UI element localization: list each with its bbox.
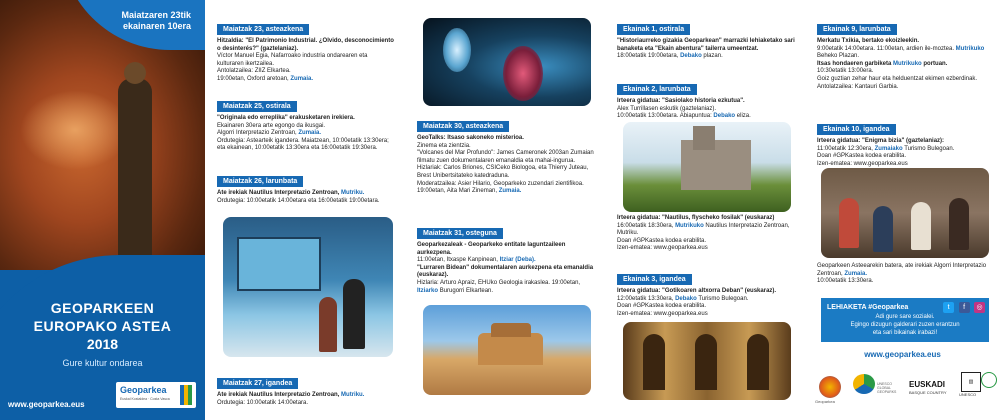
- event-text: Hitzaldia: "El Patrimonio Industrial. ¿Olvido, desconocimiento o desinterés?" (gaztelaniaz). Víctor Manuel Egia, Nafarroako industria ondarearen eta kulturaren ikertzailea. Antolatzailea: ZIIZ Elkartea. 19:00etan, Oxford aretoan, Zumaia.: [217, 38, 394, 82]
- church-photo: [623, 122, 791, 212]
- event-block-may26: [217, 170, 395, 211]
- twitter-icon[interactable]: t: [943, 302, 954, 313]
- photo-visitor: [319, 297, 337, 352]
- event-text: Geoparkeen Asteearekin batera, ate irekiak Algorri Interpretazio Zentroan, Zumaia. 10:00etatik 13:30era.: [817, 263, 987, 285]
- cover-subtitle: Gure kultur ondarea: [62, 358, 143, 368]
- cloister-photo: [623, 322, 791, 400]
- logo1-label: Geoparkea: [815, 399, 835, 404]
- event-block-jun9: [817, 18, 990, 97]
- date-header: Ekainak 1, ostirala: [617, 24, 690, 35]
- facebook-icon[interactable]: f: [959, 302, 970, 313]
- cover-figure-head: [124, 62, 146, 84]
- place-name: Mutriku.: [341, 392, 365, 398]
- event-block-may25: [217, 95, 395, 159]
- date-header: Ekainak 10, igandea: [817, 124, 896, 135]
- cover-title-line1: GEOPARKEEN: [50, 300, 155, 316]
- logo2-label: UNESCO GLOBAL GEOPARKS: [877, 382, 897, 394]
- group-photo: [821, 168, 989, 258]
- cover-url[interactable]: www.geoparkea.eus: [8, 400, 85, 409]
- date-header: Maiatzak 27, igandea: [217, 378, 298, 389]
- contest-line1: Adi gure sare sozialei.: [875, 314, 935, 320]
- photo-visitor: [343, 279, 365, 349]
- contest-line3: eta sari bikainak irabazi!: [872, 330, 938, 336]
- event-text: Merkatu Txikia, bertako ekoizleekin. 9:00etatik 14:00etara. 11:00etan, ardien ile-moztea. Mutrikuko Beheko Plazan. Itsas hondaeren garbiketa Mutrikuko portuan. 10:30etatik 13:00era. Goiz guztian zehar haur eta helduentzat ekimen ezberdinak. Antolatzailea: Kantauri Garbia.: [817, 38, 985, 90]
- date-header: Maiatzak 30, asteazkena: [417, 121, 509, 132]
- logo-name: Geoparkea: [120, 385, 167, 395]
- program-column-5: [805, 0, 1000, 420]
- event-block-may31: [417, 222, 595, 301]
- cover-panel: [0, 0, 205, 420]
- footer-url[interactable]: www.geoparkea.eus: [864, 350, 941, 359]
- deep-sea-photo: [423, 18, 591, 106]
- place-name: Debako: [675, 295, 697, 302]
- unesco-logo: ▥: [961, 372, 981, 392]
- date-header: Maiatzak 26, larunbata: [217, 176, 303, 187]
- date-header: Maiatzak 31, osteguna: [417, 228, 503, 239]
- place-name: Zumaia.: [290, 75, 314, 82]
- cover-figure: [118, 78, 152, 258]
- contest-line2: Egingo dizugun galderari zuzen erantzun: [850, 322, 960, 328]
- event-text: Ate irekiak Nautilus Interpretazio Zentroan, Mutriku. Ordutegia: 10:00etatik 14:00etara.: [217, 392, 365, 406]
- place-name: Itziarko: [417, 287, 439, 294]
- photo-person: [839, 198, 859, 248]
- event-block-jun1: [617, 18, 795, 67]
- event-text: Irteera gidatua: "Nautilus, flyscheko fosilak" (euskaraz) 16:00etatik 18:30era, Mutrikuko Nautilus Interpretazio Zentroan, Mutriku. Doan #GPKastea kodea erabilita. Izen-ematea: www.geoparkea.eus: [617, 215, 790, 252]
- contest-title: LEHIAKETA #Geoparkea: [827, 304, 909, 311]
- geoparks-network-logo: [853, 374, 875, 394]
- event-text: Irteera gidatua: "Sasiolako historia ezkutua". Alex Turrillasen eskutik (gaztelaniaz). 10:00etatik 13:00etara. Abiapuntua: Debako eliza.: [617, 98, 751, 120]
- geoparkea-logo: [116, 382, 196, 408]
- event-text: Irteera gidatua: "Gotikoaren altxorra Deban" (euskaraz). 12:00etatik 13:30era, Debako Turismo Bulegoan. Doan #GPKastea kodea erabilita. Izen-ematea: www.geoparkea.eus: [617, 288, 777, 317]
- event-block-may23: [217, 18, 395, 90]
- event-text: Ate irekiak Nautilus Interpretazio Zentroan, Mutriku. Ordutegia: 10:00etatik 14:00etara eta 16:00etatik 19:00etara.: [217, 190, 380, 204]
- date-header: Maiatzak 25, ostirala: [217, 101, 297, 112]
- place-name: Zumaia.: [498, 188, 522, 195]
- place-name: Zumaia.: [844, 270, 868, 277]
- place-name: Debako: [713, 113, 736, 120]
- logo-mark: [180, 385, 192, 405]
- gothic-arch: [643, 334, 665, 390]
- date-header: Ekainak 2, larunbata: [617, 84, 697, 95]
- date-header: Ekainak 3, igandea: [617, 274, 692, 285]
- cover-title-line2: EUROPAKO ASTEA: [33, 318, 172, 334]
- contest-box: [821, 298, 989, 342]
- photo-person: [873, 206, 893, 252]
- photo-display-case: [237, 237, 321, 291]
- unesco-label: UNESCO: [959, 392, 977, 397]
- place-name: Mutriku.: [341, 190, 365, 196]
- cave-painting: [20, 90, 130, 170]
- event-block-jun2: [617, 78, 795, 127]
- instagram-icon[interactable]: ◎: [974, 302, 985, 313]
- event-block-jun2-b: [617, 215, 795, 259]
- event-text: Irteera gidatua: "Enigma bizia" (gaztelaniaz): 11:00etatik 12:30era, Zumaiako Turismo Bulegoan. Doan #GPKastea kodea erabilita. Izen-ematea: www.geoparkea.eus: [817, 138, 955, 167]
- event-text: Geoparkezaleak - Geoparkeko entitate laguntzaileen aurkezpena. 11:00etan, Itxaspe Kanpinean, Itziar (Deba). "Lurraren Bidean" dokumentalaren aurkezpena eta emanaldia (euskaraz). Hizlaria: Arturo Apraiz, EHUko Geologia irakaslea. 19:00etan, Itziarko Burugorri Elkartean.: [417, 242, 594, 294]
- event-text: "Historiaurreko gizakia Geoparkean" marrazki lehiaketako sari banaketa eta "Ekain abentura" tailerra umeentzat. 18:00etatik 19:00etara, Debako plazan.: [617, 38, 795, 60]
- church-tower: [693, 126, 715, 150]
- logo-sub: Euskal Kostaldea · Costa Vasca: [120, 397, 170, 401]
- event-text: "Originala edo erreplika" erakusketaren irekiera. Ekainaren 30era arte egongo da ikusgai. Algorri Interpretazio Zentroan, Zumaia. Ordutegia: Astearteik igandera. Maiatzean, 10:00etatik 13:30era; eta ekainean, 10:00etatik 13:30era eta 16:00etatik 19:30era.: [217, 115, 389, 152]
- program-column-4: [605, 0, 805, 420]
- museum-photo: [223, 217, 393, 357]
- church-building: [681, 140, 751, 190]
- place-name: Itziar (Deba).: [499, 257, 536, 264]
- butte-rock: [478, 333, 543, 365]
- euskadi-sub: BASQUE COUNTRY: [909, 390, 947, 395]
- tubeworm-cluster: [443, 28, 471, 72]
- gothic-arch: [747, 334, 769, 390]
- date-header: Ekainak 9, larunbata: [817, 24, 897, 35]
- geopark-seal-logo: [981, 372, 997, 388]
- euskadi-logo: EUSKADI: [909, 380, 946, 389]
- badlands-photo: [423, 305, 591, 395]
- geoparkea-small-logo: [819, 376, 841, 398]
- sponsor-logos: [815, 370, 995, 410]
- event-block-jun10: [817, 118, 990, 174]
- butte-rock: [491, 323, 531, 337]
- photo-person: [911, 202, 931, 250]
- place-name: Mutrikuko: [675, 222, 704, 229]
- event-block-may30: [417, 115, 595, 202]
- place-name: Mutrikuko: [955, 45, 985, 52]
- place-name: Zumaia.: [298, 130, 322, 137]
- place-name: Mutrikuko: [893, 60, 922, 67]
- date-header: Maiatzak 23, asteazkena: [217, 24, 309, 35]
- place-name: Debako: [680, 53, 702, 60]
- event-block-may27: [217, 372, 395, 413]
- gothic-arch: [695, 334, 717, 390]
- place-name: Zumaiako: [874, 145, 903, 152]
- open-doors-block: [817, 263, 990, 292]
- program-column-3: [405, 0, 605, 420]
- event-block-jun3: [617, 268, 795, 324]
- tubeworm-cluster: [503, 46, 543, 101]
- cover-dates-line1: Maiatzaren 23tik: [121, 10, 191, 20]
- photo-person: [949, 198, 969, 250]
- social-icons: [943, 296, 985, 314]
- cover-title-line3: 2018: [86, 336, 119, 352]
- cover-dates-line2: ekainaren 10era: [122, 21, 191, 31]
- program-column-2: [205, 0, 405, 420]
- event-text: GeoTalks: Itsaso sakoneko misterioa. Zinema eta zientzia. "Volcanes del Mar Profundo": James Cameronek 2003an Zumaian filmatu zuen dokumentalaren emanaldia eta mahai-ingurua. Hizlariak: Carlos Briones, CSICeko Biologoa, eta Thierry Juteau, Brest Unibertsitateko katedraduna. Moderatzailea: Asier Hilario, Geoparkeko zuzendari zientifikoa. 19:00etan, Aita Mari Zineman, Zumaia.: [417, 135, 594, 195]
